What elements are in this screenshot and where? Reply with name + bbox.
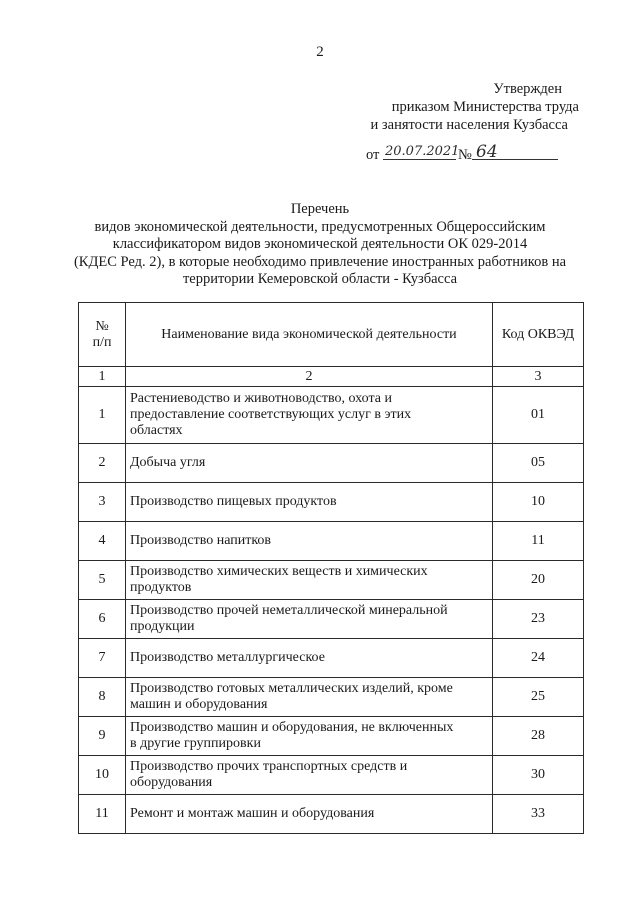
table-row bbox=[79, 444, 584, 483]
row-activity-name bbox=[126, 639, 493, 678]
activity-name-line: продуктов bbox=[130, 580, 192, 595]
table-row bbox=[79, 522, 584, 561]
table-row bbox=[79, 756, 584, 795]
header-number bbox=[79, 303, 126, 367]
row-number: 8 bbox=[79, 678, 126, 717]
row-number: 4 bbox=[79, 522, 126, 561]
title-line-5: территории Кемеровской области - Кузбасса bbox=[182, 271, 458, 287]
header-code: Код ОКВЭД bbox=[493, 303, 584, 367]
document-title bbox=[0, 201, 640, 289]
row-okved-code: 25 bbox=[493, 678, 584, 717]
row-okved-code: 20 bbox=[493, 561, 584, 600]
table-row bbox=[79, 678, 584, 717]
table-row bbox=[79, 561, 584, 600]
activity-name-line: Производство металлургическое bbox=[130, 650, 325, 665]
index-cell-2: 2 bbox=[126, 367, 493, 387]
row-number: 10 bbox=[79, 756, 126, 795]
table-row bbox=[79, 639, 584, 678]
row-okved-code: 01 bbox=[493, 387, 584, 444]
table-row bbox=[79, 483, 584, 522]
title-line-3: классификатором видов экономической деятельности ОК 029-2014 bbox=[112, 236, 528, 252]
table-row bbox=[79, 600, 584, 639]
row-okved-code: 30 bbox=[493, 756, 584, 795]
activity-name-line: машин и оборудования bbox=[130, 697, 268, 712]
index-cell-1: 1 bbox=[79, 367, 126, 387]
row-okved-code: 05 bbox=[493, 444, 584, 483]
index-cell-3: 3 bbox=[493, 367, 584, 387]
row-number: 5 bbox=[79, 561, 126, 600]
row-activity-name bbox=[126, 600, 493, 639]
approval-stamp bbox=[340, 80, 582, 134]
header-name: Наименование вида экономической деятельности bbox=[126, 303, 493, 367]
activity-name-line: в другие группировки bbox=[130, 736, 261, 751]
row-activity-name bbox=[126, 756, 493, 795]
title-line-4: (КДЕС Ред. 2), в которые необходимо привлечение иностранных работников на bbox=[73, 253, 567, 270]
row-number: 2 bbox=[79, 444, 126, 483]
order-date-handwritten: 20.07.2021 bbox=[385, 144, 460, 159]
table-body bbox=[79, 387, 584, 834]
page-number: 2 bbox=[316, 44, 324, 60]
activity-name-line: Производство прочих транспортных средств и bbox=[130, 759, 408, 774]
order-number-label: № bbox=[458, 147, 472, 163]
table-row bbox=[79, 387, 584, 444]
activity-name-line: Растениеводство и животноводство, охота и bbox=[130, 391, 392, 406]
row-number: 9 bbox=[79, 717, 126, 756]
table-row bbox=[79, 795, 584, 834]
activity-name-line: Ремонт и монтаж машин и оборудования bbox=[130, 806, 375, 821]
approval-line-3: и занятости населения Кузбасса bbox=[370, 117, 568, 133]
row-okved-code: 10 bbox=[493, 483, 584, 522]
row-number: 6 bbox=[79, 600, 126, 639]
header-number-line-1: № bbox=[95, 318, 109, 334]
activities-table bbox=[78, 302, 584, 834]
activity-name-line: Производство пищевых продуктов bbox=[130, 494, 337, 509]
row-activity-name bbox=[126, 522, 493, 561]
activity-name-line: оборудования bbox=[130, 775, 213, 790]
approval-line-2: приказом Министерства труда bbox=[391, 99, 579, 115]
activity-name-line: Производство напитков bbox=[130, 533, 272, 548]
row-number: 11 bbox=[79, 795, 126, 834]
activity-name-line: Производство готовых металлических изделий, кроме bbox=[130, 681, 453, 696]
title-line-2: видов экономической деятельности, предусмотренных Общероссийским bbox=[94, 218, 546, 235]
title-line-1: Перечень bbox=[290, 201, 350, 217]
row-okved-code: 11 bbox=[493, 522, 584, 561]
activity-name-line: Производство прочей неметаллической минеральной bbox=[130, 603, 448, 618]
row-okved-code: 33 bbox=[493, 795, 584, 834]
row-number: 3 bbox=[79, 483, 126, 522]
activity-name-line: областях bbox=[130, 423, 183, 438]
row-activity-name bbox=[126, 717, 493, 756]
order-reference bbox=[366, 144, 558, 164]
order-number-handwritten: 64 bbox=[472, 142, 558, 160]
row-okved-code: 28 bbox=[493, 717, 584, 756]
activity-name-line: Добыча угля bbox=[130, 455, 206, 470]
row-number: 7 bbox=[79, 639, 126, 678]
row-activity-name bbox=[126, 561, 493, 600]
row-number: 1 bbox=[79, 387, 126, 444]
approval-line-1: Утвержден bbox=[493, 81, 562, 97]
activity-name-line: продукции bbox=[130, 619, 195, 634]
row-activity-name bbox=[126, 483, 493, 522]
row-activity-name bbox=[126, 795, 493, 834]
row-activity-name bbox=[126, 678, 493, 717]
activity-name-line: предоставление соответствующих услуг в этих bbox=[130, 407, 412, 422]
header-number-line-2: п/п bbox=[92, 334, 112, 350]
row-activity-name bbox=[126, 387, 493, 444]
row-activity-name bbox=[126, 444, 493, 483]
table-index-row bbox=[79, 367, 584, 387]
activity-name-line: Производство машин и оборудования, не включенных bbox=[130, 720, 454, 735]
order-from-label: от bbox=[366, 147, 380, 163]
activity-name-line: Производство химических веществ и химических bbox=[130, 564, 428, 579]
table-row bbox=[79, 717, 584, 756]
table-header-row bbox=[79, 303, 584, 367]
row-okved-code: 24 bbox=[493, 639, 584, 678]
row-okved-code: 23 bbox=[493, 600, 584, 639]
